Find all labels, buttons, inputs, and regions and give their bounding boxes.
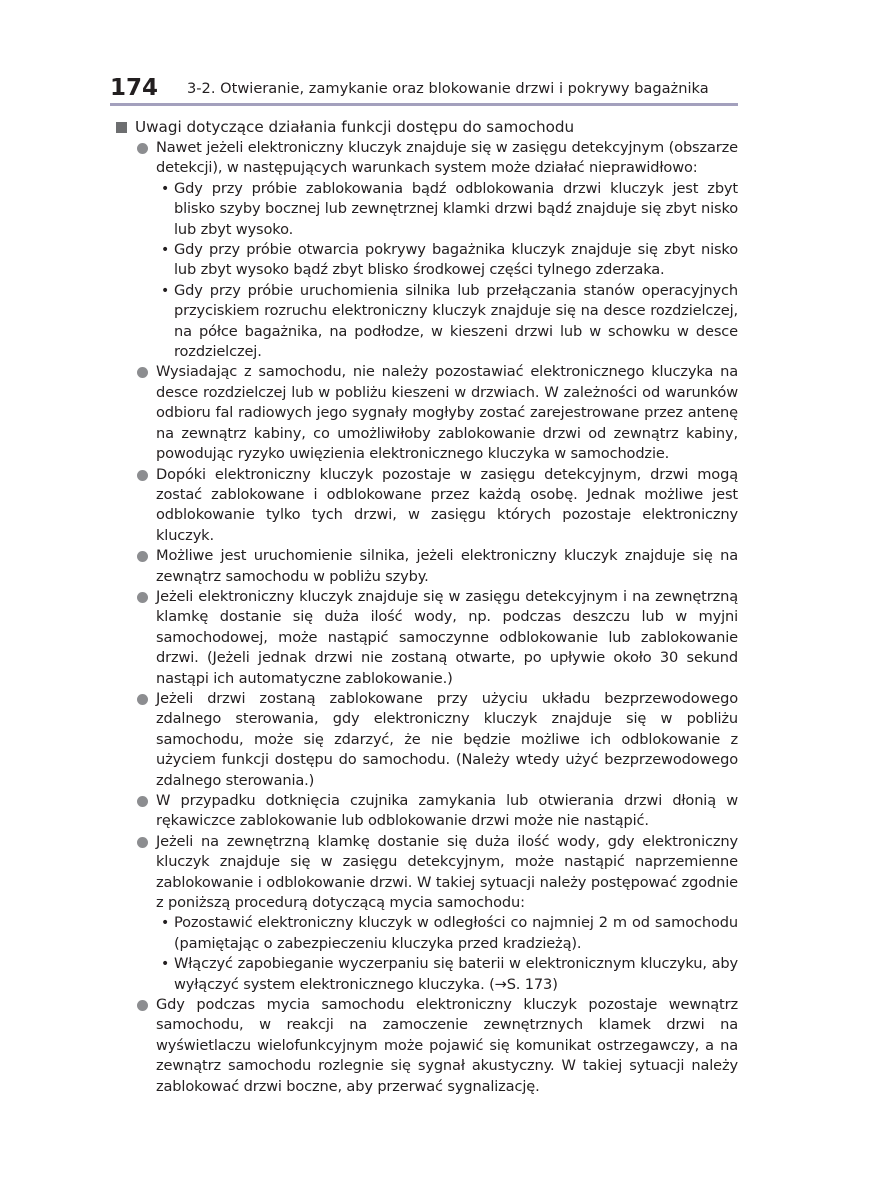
list-item xyxy=(156,587,738,689)
page-header xyxy=(110,74,738,104)
page-number: 174 xyxy=(110,75,159,101)
list-item xyxy=(156,689,738,791)
sub-list xyxy=(156,179,738,363)
circle-bullet-icon xyxy=(137,143,148,154)
circle-bullet-icon xyxy=(137,470,148,481)
sub-list-item xyxy=(161,281,738,363)
list-item xyxy=(156,362,738,464)
section-heading-text: Uwagi dotyczące działania funkcji dostępu do samochodu xyxy=(135,118,575,136)
circle-bullet-icon xyxy=(137,592,148,603)
list-item-text: Jeżeli elektroniczny kluczyk znajduje się w zasięgu detekcyjnym i na zewnętrzną klamkę dostanie się duża ilość wody, np. podczas deszczu lub w myjni samochodowej, może nastąpić samoczynne odblokowanie lub zablokowanie drzwi. (Jeżeli jednak drzwi nie zostaną otwarte, po upływie około 30 sekund nastąpi ich automatyczne zablokowanie.) xyxy=(156,587,738,687)
dot-bullet-icon: • xyxy=(161,242,170,259)
sub-list-item-text: Gdy przy próbie zablokowania bądź odblokowania drzwi kluczyk jest zbyt blisko szyby bocznej lub zewnętrznej klamki drzwi bądź znajduje się zbyt nisko lub zbyt wysoko. xyxy=(174,179,738,238)
circle-bullet-icon xyxy=(137,367,148,378)
chapter-title: 3-2. Otwieranie, zamykanie oraz blokowanie drzwi i pokrywy bagażnika xyxy=(187,80,709,97)
list-item xyxy=(156,832,738,995)
circle-bullet-icon xyxy=(137,1000,148,1011)
square-bullet-icon xyxy=(116,122,127,133)
list-item-text: W przypadku dotknięcia czujnika zamykania lub otwierania drzwi dłonią w rękawiczce zablokowanie lub odblokowanie drzwi może nie nastąpić. xyxy=(156,792,738,830)
list-item xyxy=(156,138,738,362)
section-heading xyxy=(116,116,738,138)
dot-bullet-icon: • xyxy=(161,282,170,299)
sub-list-item xyxy=(161,954,738,995)
dot-bullet-icon: • xyxy=(161,180,170,197)
list-item-text: Nawet jeżeli elektroniczny kluczyk znajduje się w zasięgu detekcyjnym (obszarze detekcji), w następujących warunkach system może działać nieprawidłowo: xyxy=(156,139,738,177)
dot-bullet-icon: • xyxy=(161,956,170,973)
header-divider xyxy=(110,103,738,106)
notes-list xyxy=(116,138,738,1097)
list-item-text: Jeżeli drzwi zostaną zablokowane przy użyciu układu bezprzewodowego zdalnego sterowania, gdy elektroniczny kluczyk znajduje się w pobliżu samochodu, może się zdarzyć, że nie będzie możliwe ich odblokowanie z użyciem funkcji dostępu do samochodu. (Należy wtedy użyć bezprzewodowego zdalnego sterowania.) xyxy=(156,689,738,789)
list-item xyxy=(156,791,738,832)
sub-list-item-text: Gdy przy próbie uruchomienia silnika lub przełączania stanów operacyjnych przyciskiem rozruchu elektroniczny kluczyk znajduje się na desce rozdzielczej, na półce bagażnika, na podłodze, w kieszeni drzwi lub w schowku w desce rozdzielczej. xyxy=(174,281,738,361)
list-item-text: Dopóki elektroniczny kluczyk pozostaje w zasięgu detekcyjnym, drzwi mogą zostać zablokowane i odblokowane przez każdą osobę. Jednak możliwe jest odblokowanie tylko tych drzwi, w zasięgu których pozostaje elektroniczny kluczyk. xyxy=(156,465,738,544)
dot-bullet-icon: • xyxy=(161,915,170,932)
sub-list-item xyxy=(161,913,738,954)
sub-list xyxy=(156,913,738,995)
circle-bullet-icon xyxy=(137,551,148,562)
list-item-text: Gdy podczas mycia samochodu elektroniczny kluczyk pozostaje wewnątrz samochodu, w reakcji na zamoczenie zewnętrznych klamek drzwi na wyświetlaczu wielofunkcyjnym może pojawić się komunikat ostrzegawczy, a na zewnątrz samochodu rozlegnie się sygnał akustyczny. W takiej sytuacji należy zablokować drzwi boczne, aby przerwać sygnalizację. xyxy=(156,996,738,1095)
list-item-text: Wysiadając z samochodu, nie należy pozostawiać elektronicznego kluczyka na desce rozdzielczej lub w pobliżu kieszeni w drzwiach. W zależności od warunków odbioru fal radiowych jego sygnały mogłyby zostać zarejestrowane przez antenę na zewnątrz kabiny, co umożliwiłoby zablokowanie drzwi od zewnątrz kabiny, powodując ryzyko uwięzienia elektronicznego kluczyka w samochodzie. xyxy=(156,363,738,463)
sub-list-item-text: Gdy przy próbie otwarcia pokrywy bagażnika kluczyk znajduje się zbyt nisko lub zbyt wysoko bądź zbyt blisko środkowej części tylnego zderzaka. xyxy=(174,241,738,279)
list-item-text: Jeżeli na zewnętrzną klamkę dostanie się duża ilość wody, gdy elektroniczny kluczyk znajduje się w zasięgu detekcyjnym, może nastąpić naprzemienne zablokowanie i odblokowanie drzwi. W takiej sytuacji należy postępować zgodnie z poniższą procedurą dotyczącą mycia samochodu: xyxy=(156,832,738,912)
circle-bullet-icon xyxy=(137,694,148,705)
sub-list-item xyxy=(161,179,738,240)
sub-list-item-text: Pozostawić elektroniczny kluczyk w odległości co najmniej 2 m od samochodu (pamiętając o zabezpieczeniu kluczyka przed kradzieżą). xyxy=(174,914,738,952)
list-item-text: Możliwe jest uruchomienie silnika, jeżeli elektroniczny kluczyk znajduje się na zewnątrz samochodu w pobliżu szyby. xyxy=(156,547,738,585)
circle-bullet-icon xyxy=(137,837,148,848)
page-content xyxy=(116,116,738,1097)
list-item xyxy=(156,465,738,547)
sub-list-item-text: Włączyć zapobieganie wyczerpaniu się baterii w elektronicznym kluczyku, aby wyłączyć system elektronicznego kluczyka. (→S. 173) xyxy=(174,955,738,993)
circle-bullet-icon xyxy=(137,796,148,807)
sub-list-item xyxy=(161,240,738,281)
list-item xyxy=(156,546,738,587)
list-item xyxy=(156,995,738,1097)
